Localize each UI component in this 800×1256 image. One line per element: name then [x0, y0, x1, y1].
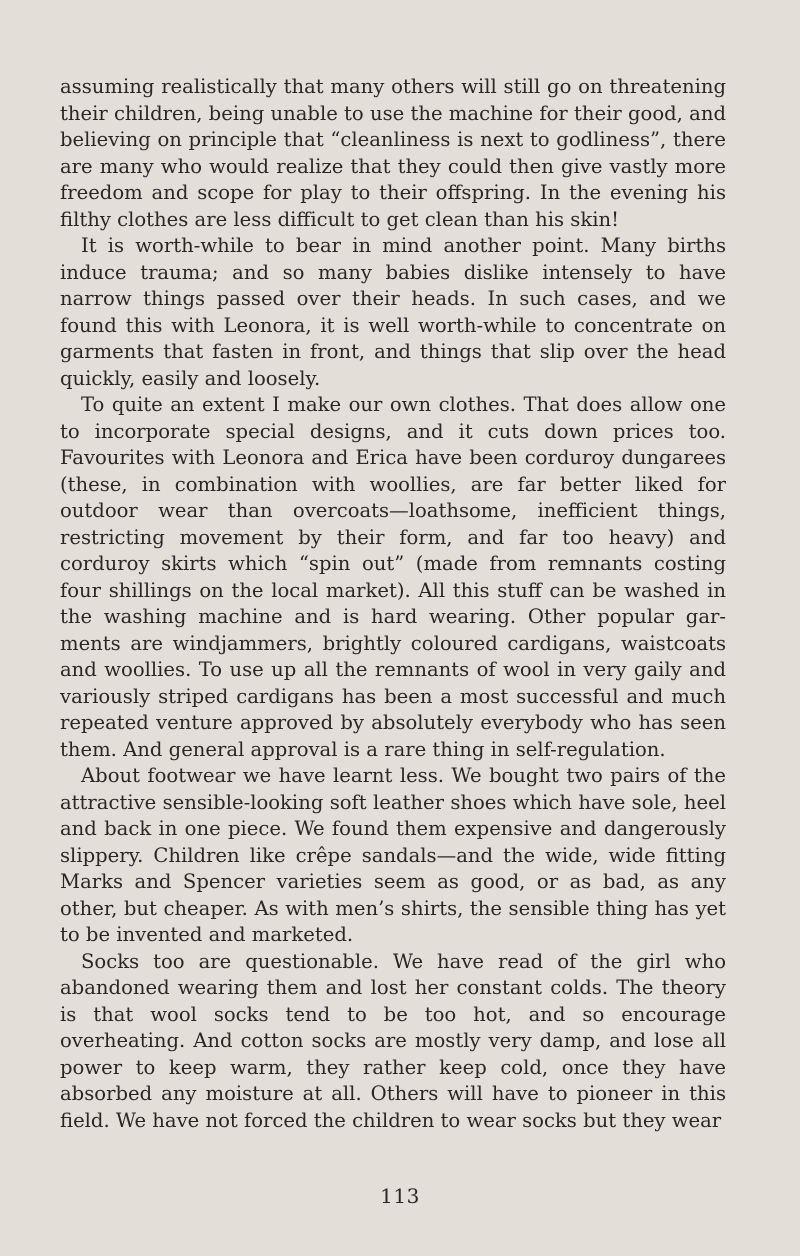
paragraph-2: It is worth-while to bear in mind another point. Many births induce trauma; and so many babies dislike intensely to have narrow things passed over their heads. In such cases, and we found this with Leonora, it is well worth-while to concentrate on garments that fasten in front, and things that slip over the head quickly, easily and loosely. [60, 234, 726, 390]
paragraph-5: Socks too are questionable. We have read of the girl who abandoned wearing them and lost her constant colds. The theory is that wool socks tend to be too hot, and so encourage overheating. And cotton socks are mostly very damp, and lose all power to keep warm, they rather keep cold, once they have absorbed any moisture at all. Others will have to pioneer in this field. We have not forced the children to wear socks but they wear [60, 949, 726, 1132]
paragraph-1: assuming realistically that many others will still go on threatening their children, being unable to use the machine for their good, and believing on principle that “cleanliness is next to godliness”, there are many who would realize that they could then give vastly more freedom and scope for play to their offspring. In the evening his filthy clothes are less difficult to get clean than his skin! [60, 75, 726, 231]
body-text [60, 74, 726, 1134]
paragraph-3: To quite an extent I make our own clothes. That does allow one to incorporate special designs, and it cuts down prices too. Favourites with Leonora and Erica have been corduroy dungarees (these, in combination with woollies, are far better liked for outdoor wear than overcoats—loathsome, inefficient things, restricting movement by their form, and far too heavy) and corduroy skirts which “spin out” (made from remnants costing four shillings on the local market). All this stuff can be washed in the washing machine and is hard wearing. Other popular garments are windjammers, brightly coloured cardigans, waistcoats and woollies. To use up all the remnants of wool in very gaily and variously striped cardigans has been a most successful and much repeated venture approved by absolutely everybody who has seen them. And general approval is a rare thing in self-regulation. [60, 393, 726, 761]
paragraph-4: About footwear we have learnt less. We bought two pairs of the attractive sensible-looking soft leather shoes which have sole, heel and back in one piece. We found them expensive and dangerously slippery. Children like crêpe sandals—and the wide, wide fitting Marks and Spencer varieties seem as good, or as bad, as any other, but cheaper. As with men’s shirts, the sensible thing has yet to be invented and marketed. [60, 764, 726, 946]
page-number: 113 [380, 1184, 420, 1208]
